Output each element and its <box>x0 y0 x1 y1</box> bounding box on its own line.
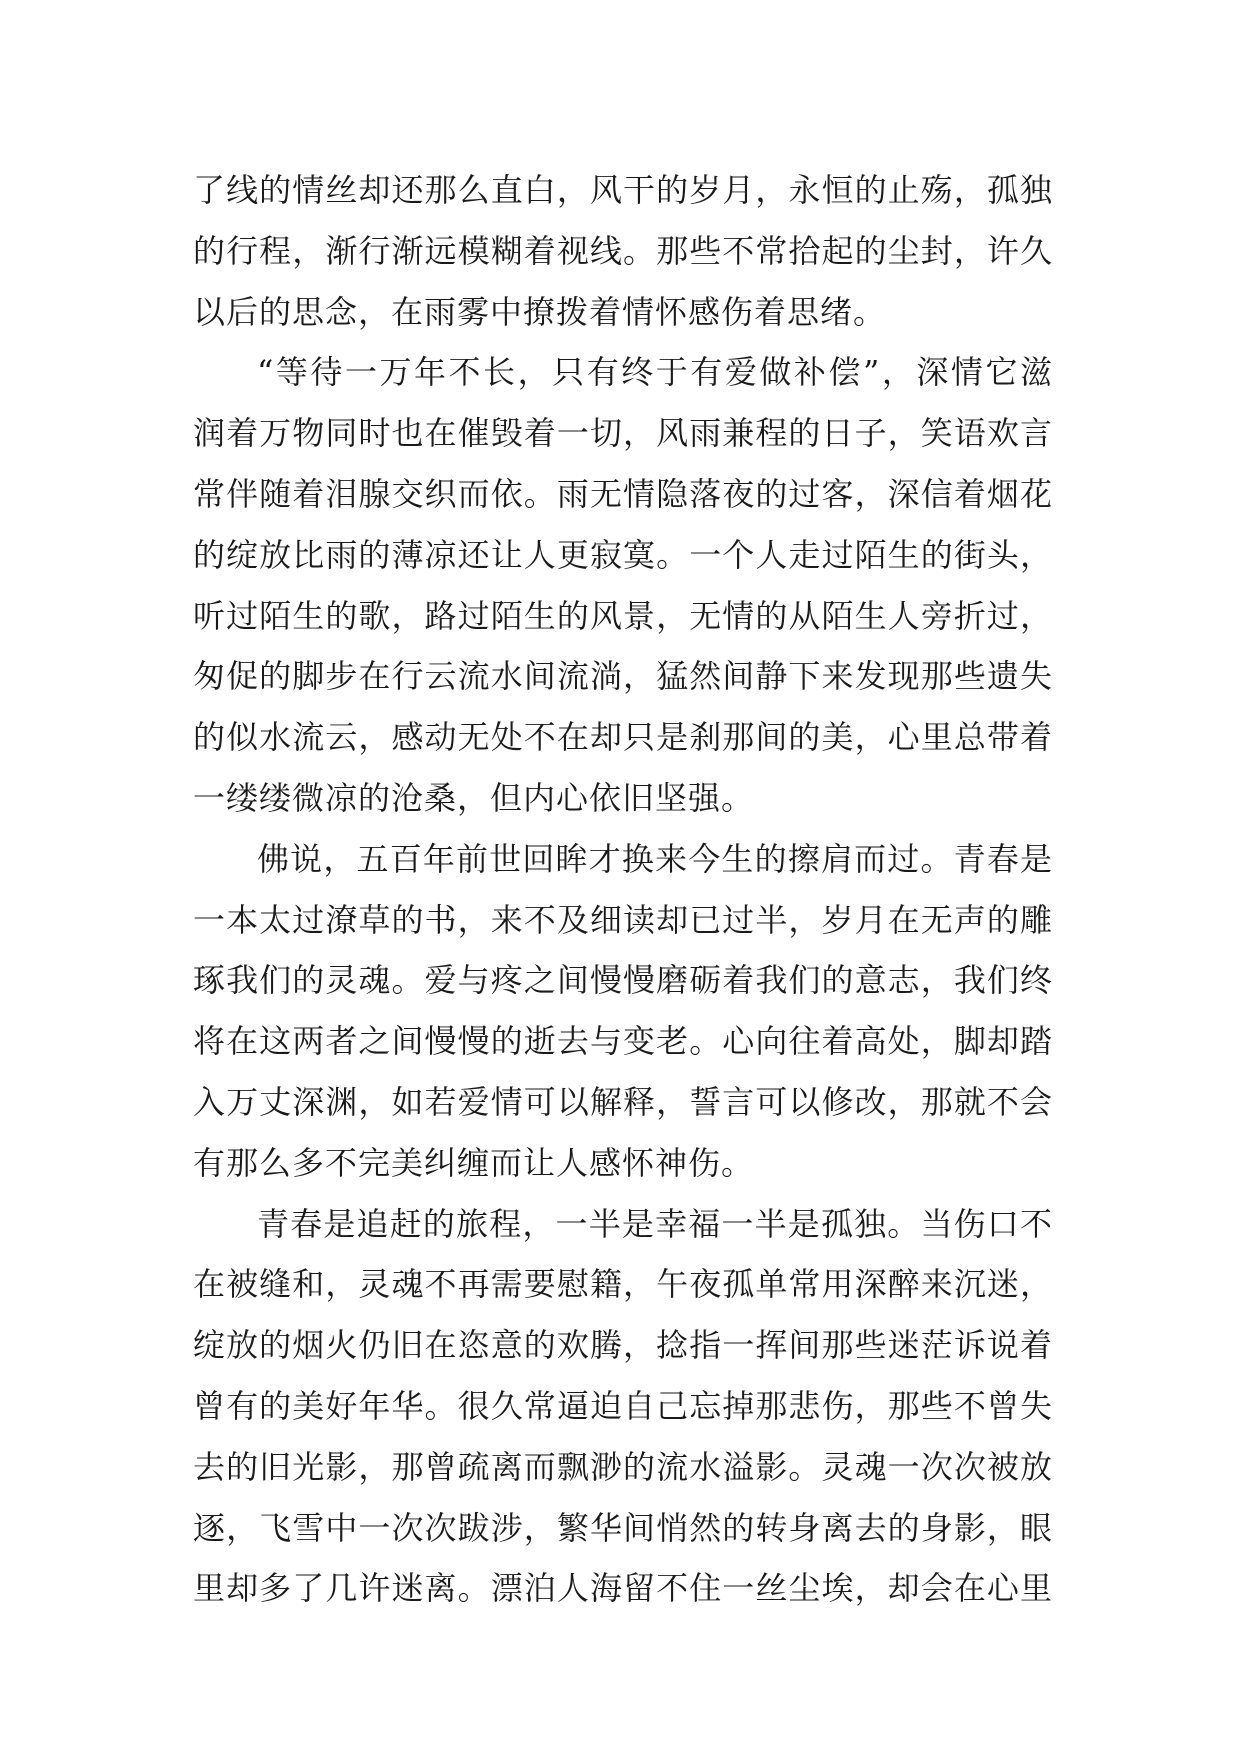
text-line: 里却多了几许迷离。漂泊人海留不住一丝尘埃，却会在心里 <box>193 1569 1053 1608</box>
text-line: 以后的思念，在雨雾中撩拨着情怀感伤着思绪。 <box>193 292 887 331</box>
text-line: 入万丈深渊，如若爱情可以解释，誓言可以修改，那就不会 <box>193 1082 1053 1121</box>
text-line: “等待一万年不长，只有终于有爱做补偿”，深情它滋 <box>257 353 1053 392</box>
text-line: 了线的情丝却还那么直白，风干的岁月，永恒的止殇，孤独 <box>193 171 1053 209</box>
text-line: 绽放的烟火仍旧在恣意的欢腾，捻指一挥间那些迷茫诉说着 <box>193 1326 1053 1365</box>
paragraph-4 <box>193 1194 1053 1620</box>
text-line: 佛说，五百年前世回眸才换来今生的擦肩而过。青春是 <box>257 839 1053 878</box>
text-line: 的似水流云，感动无处不在却只是刹那间的美，心里总带着 <box>193 718 1053 757</box>
text-line: 在被缝和，灵魂不再需要慰籍，午夜孤单常用深醉来沉迷， <box>193 1265 1053 1304</box>
paragraph-2 <box>193 342 1053 828</box>
body-text <box>193 160 1053 1619</box>
text-line: 一本太过潦草的书，来不及细读却已过半，岁月在无声的雕 <box>193 900 1053 939</box>
text-line: 将在这两者之间慢慢的逝去与变老。心向往着高处，脚却踏 <box>193 1022 1053 1061</box>
paragraph-1 <box>193 160 1053 342</box>
text-line: 有那么多不完美纠缠而让人感怀神伤。 <box>193 1143 755 1182</box>
paragraph-3 <box>193 829 1053 1194</box>
text-line: 匆促的脚步在行云流水间流淌，猛然间静下来发现那些遗失 <box>193 657 1053 696</box>
text-line: 润着万物同时也在催毁着一切，风雨兼程的日子，笑语欢言 <box>193 414 1053 453</box>
text-line: 琢我们的灵魂。爱与疼之间慢慢磨砺着我们的意志，我们终 <box>193 961 1053 1000</box>
text-line: 的行程，渐行渐远模糊着视线。那些不常拾起的尘封，许久 <box>193 231 1053 270</box>
text-line: 曾有的美好年华。很久常逼迫自己忘掉那悲伤，那些不曾失 <box>193 1386 1053 1425</box>
text-line: 去的旧光影，那曾疏离而飘渺的流水溢影。灵魂一次次被放 <box>193 1447 1053 1486</box>
text-line: 常伴随着泪腺交织而依。雨无情隐落夜的过客，深信着烟花 <box>193 474 1053 513</box>
text-line: 的绽放比雨的薄凉还让人更寂寞。一个人走过陌生的街头， <box>193 535 1053 574</box>
text-line: 听过陌生的歌，路过陌生的风景，无情的从陌生人旁折过， <box>193 596 1053 635</box>
text-line: 一缕缕微凉的沧桑，但内心依旧坚强。 <box>193 778 755 817</box>
text-line: 青春是追赶的旅程，一半是幸福一半是孤独。当伤口不 <box>257 1204 1053 1243</box>
text-line: 逐，飞雪中一次次跋涉，繁华间悄然的转身离去的身影，眼 <box>193 1508 1053 1547</box>
